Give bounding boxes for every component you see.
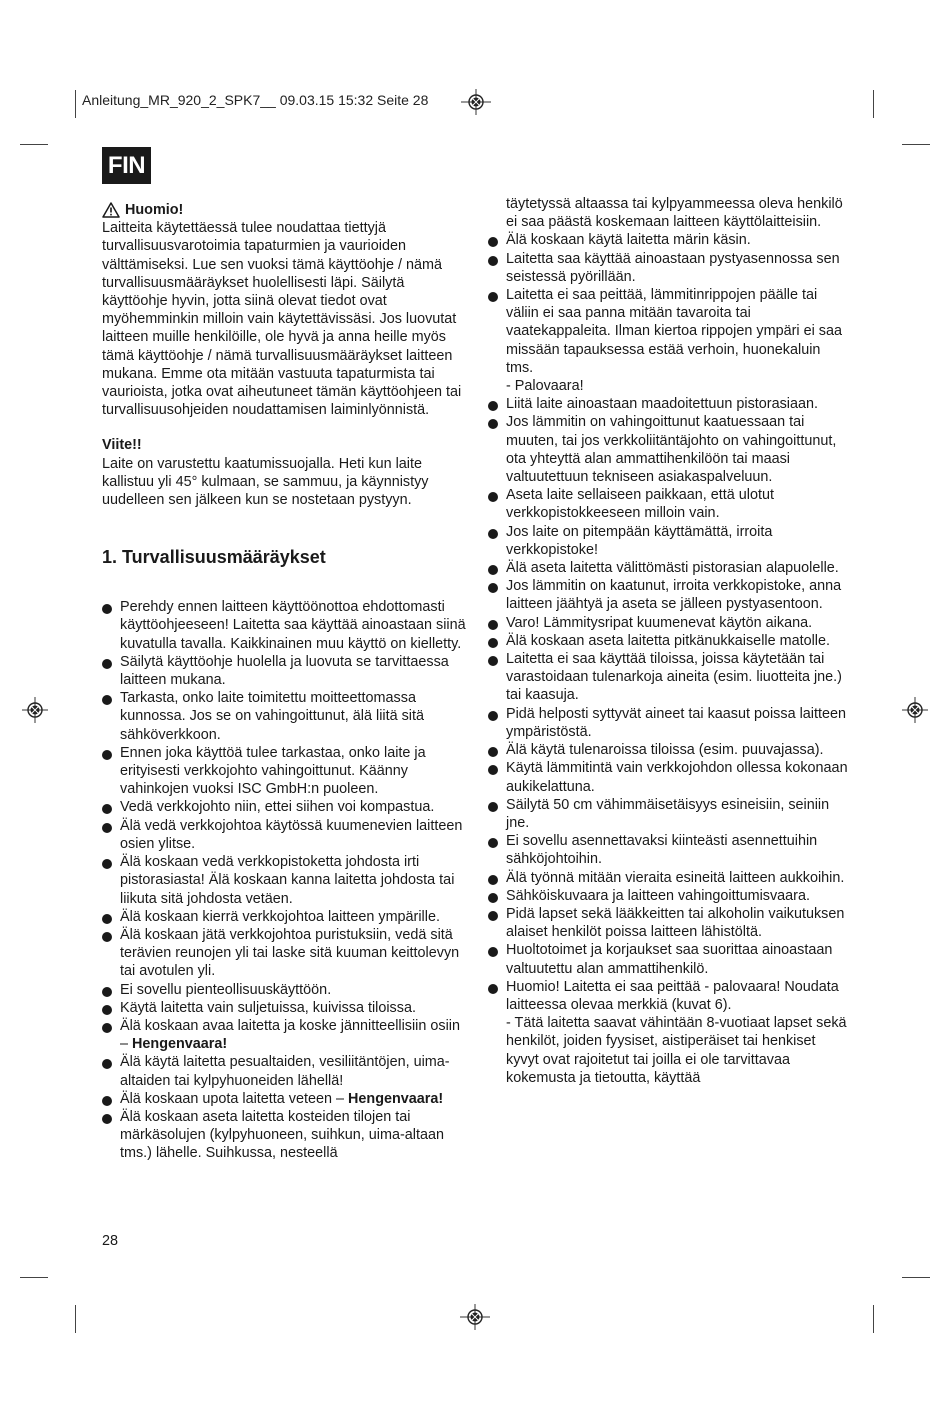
- list-item: Älä käytä tulenaroissa tiloissa (esim. puuvajassa).: [488, 741, 850, 759]
- list-item: Älä vedä verkkojohtoa käytössä kuumenevien laitteen osien ylitse.: [102, 817, 467, 853]
- crop-mark: [902, 1277, 930, 1278]
- list-item: Älä työnnä mitään vieraita esineitä laitteen aukkoihin.: [488, 869, 850, 887]
- right-column: [488, 195, 850, 1087]
- crop-mark: [20, 1277, 48, 1278]
- crop-mark: [20, 144, 48, 145]
- section-title: 1. Turvallisuusmääräykset: [102, 547, 326, 568]
- list-item: Laitetta ei saa käyttää tiloissa, joissa käytetään tai varastoidaan tulenarkoja aineita (esim. liuotteita jne.) tai kaasuja.: [488, 650, 850, 705]
- list-item: Ei sovellu asennettavaksi kiinteästi asennettuihin sähköjohtoihin.: [488, 832, 850, 868]
- list-item: Älä koskaan aseta laitetta kosteiden tilojen tai märkäsolujen (kylpyhuoneen, suihkun, uima-altaan tms.) lähelle. Suihkussa, nesteellä: [102, 1108, 467, 1163]
- list-item: Säilytä 50 cm vähimmäisetäisyys esineisiin, seiniin jne.: [488, 796, 850, 832]
- list-item: Ei sovellu pienteollisuuskäyttöön.: [102, 981, 467, 999]
- left-column: [102, 201, 467, 1163]
- list-item: Pidä helposti syttyvät aineet tai kaasut poissa laitteen ympäristöstä.: [488, 705, 850, 741]
- crop-mark: [75, 90, 76, 118]
- registration-mark-icon: [22, 697, 48, 723]
- list-item: [102, 1017, 467, 1053]
- list-item: Huomio! Laitetta ei saa peittää - palovaara! Noudata laitteessa olevaa merkkiä (kuvat 6). - Tätä laitetta saavat vähintään 8-vuotiaat lapset sekä henkilöt, joiden fyysiset, aistiperäiset tai henkiset kyvyt ovat rajoitetut tai joilla ei ole tarvittavaa kokemusta ja tietoutta, käyttää: [488, 978, 850, 1087]
- list-item: [102, 1090, 467, 1108]
- hazard-label: Hengenvaara!: [348, 1090, 444, 1107]
- list-item: Säilytä käyttöohje huolella ja luovuta se tarvittaessa laitteen mukana.: [102, 653, 467, 689]
- list-item-continuation: täytetyssä altaassa tai kylpyammeessa oleva henkilö ei saa päästä koskemaan laitteen käyttölaitteisiin.: [506, 196, 843, 231]
- list-item: Perehdy ennen laitteen käyttöönottoa ehdottomasti käyttöohjeeseen! Laitetta saa käyttää ainoastaan siinä kuvatulla tavalla. Kaikkinainen muu käyttö on kielletty.: [102, 598, 467, 653]
- list-item: Huoltotoimet ja korjaukset saa suorittaa ainoastaan valtuutettu alan ammattihenkilö.: [488, 941, 850, 977]
- list-item: Älä koskaan vedä verkkopistoketta johdosta irti pistorasiasta! Älä koskaan kanna laitetta johdosta tai liikuta sitä johdosta vetäen.: [102, 853, 467, 908]
- list-item: Älä koskaan aseta laitetta pitkänukkaiselle matolle.: [488, 632, 850, 650]
- list-item: Ennen joka käyttöä tulee tarkastaa, onko laite ja erityisesti verkkojohto vahingoittunut. Käänny vahinkojen vuoksi ISC GmbH:n puoleen.: [102, 744, 467, 799]
- warning-triangle-icon: [102, 202, 120, 218]
- list-item: Vedä verkkojohto niin, ettei siihen voi kompastua.: [102, 798, 467, 816]
- list-item-text: Älä koskaan upota laitetta veteen –: [120, 1090, 349, 1107]
- list-item: Jos lämmitin on kaatunut, irroita verkkopistoke, anna laitteen jäähtyä ja aseta se jälleen pystyasentoon.: [488, 577, 850, 613]
- list-item: Varo! Lämmitysripat kuumenevat käytön aikana.: [488, 614, 850, 632]
- registration-mark-icon: [460, 1304, 490, 1330]
- note-title: Viite!!: [102, 437, 142, 454]
- language-badge: FIN: [102, 147, 151, 184]
- list-item: Älä aseta laitetta välittömästi pistorasian alapuolelle.: [488, 559, 850, 577]
- hazard-label: Hengenvaara!: [132, 1036, 228, 1053]
- warning-heading: [102, 201, 467, 219]
- list-item: Liitä laite ainoastaan maadoitettuun pistorasiaan.: [488, 395, 850, 413]
- crop-mark: [75, 1305, 76, 1333]
- warning-text: Laitteita käytettäessä tulee noudattaa tiettyjä turvallisuusvarotoimia tapaturmien ja vaurioiden välttämiseksi. Lue sen vuoksi tämä käyttöohje / nämä turvallisuusmääräykset huolellisesti läpi. Säilytä käyttöohje hyvin, jotta siinä olevat tiedot ovat myöhemminkin milloin vain käytettävissäsi. Jos luovutat laitteen muille henkilöille, ole hyvä ja anna heille myös tämä käyttöohje / nämä turvallisuusmääräykset laitteen mukana. Emme ota mitään vastuuta tapaturmista tai vaurioista, jotka ovat aiheutuneet tämän käyttöohjeen tai turvallisuusohjeiden noudattamisen laiminlyönnistä.: [102, 220, 462, 419]
- list-item: Jos laite on pitempään käyttämättä, irroita verkkopistoke!: [488, 523, 850, 559]
- note-text: Laite on varustettu kaatumissuojalla. Heti kun laite kallistuu yli 45° kulmaan, se sammuu, ja käynnistyy uudelleen sen jälkeen kun se nostetaan pystyyn.: [102, 455, 429, 509]
- page-number: 28: [102, 1233, 119, 1249]
- list-item: Jos lämmitin on vahingoittunut kaatuessaan tai muuten, tai jos verkkoliitäntäjohto on vahingoittunut, ota yhteyttä alan ammattihenkilöön tai maasi valtuutettuun tekniseen asiakaspalveluun.: [488, 413, 850, 486]
- list-item: Älä koskaan jätä verkkojohtoa puristuksiin, vedä sitä terävien reunojen yli tai laske sitä kuuman keittolevyn tai avotulen yli.: [102, 926, 467, 981]
- crop-mark: [902, 144, 930, 145]
- list-item: Käytä lämmitintä vain verkkojohdon ollessa kokonaan aukikelattuna.: [488, 759, 850, 795]
- list-item: Laitetta saa käyttää ainoastaan pystyasennossa sen seistessä pyörillään.: [488, 250, 850, 286]
- safety-list-right: [488, 195, 850, 1087]
- safety-list-left: [102, 598, 467, 1162]
- registration-mark-icon: [902, 697, 928, 723]
- list-item: Älä koskaan kierrä verkkojohtoa laitteen ympärille.: [102, 908, 467, 926]
- print-slug: Anleitung_MR_920_2_SPK7__ 09.03.15 15:32 Seite 28: [82, 92, 429, 108]
- list-item: Laitetta ei saa peittää, lämmitinrippojen päälle tai väliin ei saa panna mitään tavaroita tai vaatekappaleita. Ilman kiertoa rippojen ympäri ei saa missään tapauksessa estää verhoin, huonekaluin tms. - Palovaara!: [488, 286, 850, 395]
- list-item: Aseta laite sellaiseen paikkaan, että ulotut verkkopistokkeeseen milloin vain.: [488, 486, 850, 522]
- list-item: Älä koskaan käytä laitetta märin käsin.: [488, 231, 850, 249]
- list-item: Tarkasta, onko laite toimitettu moitteettomassa kunnossa. Jos se on vahingoittunut, älä liitä sitä sähköverkkoon.: [102, 689, 467, 744]
- warning-title: Huomio!: [125, 202, 184, 218]
- list-item: Pidä lapset sekä lääkkeitten tai alkoholin vaikutuksen alaiset henkilöt poissa laitteen lähistöltä.: [488, 905, 850, 941]
- list-item: Käytä laitetta vain suljetuissa, kuivissa tiloissa.: [102, 999, 467, 1017]
- list-item: Sähköiskuvaara ja laitteen vahingoittumisvaara.: [488, 887, 850, 905]
- crop-mark: [873, 90, 874, 118]
- list-item-text: Älä koskaan avaa laitetta ja koske jännitteellisiin osiin –: [120, 1017, 460, 1053]
- list-item: Älä käytä laitetta pesualtaiden, vesiliitäntöjen, uima-altaiden tai kylpyhuoneiden lähellä!: [102, 1053, 467, 1089]
- crop-mark: [873, 1305, 874, 1333]
- registration-mark-icon: [461, 89, 491, 115]
